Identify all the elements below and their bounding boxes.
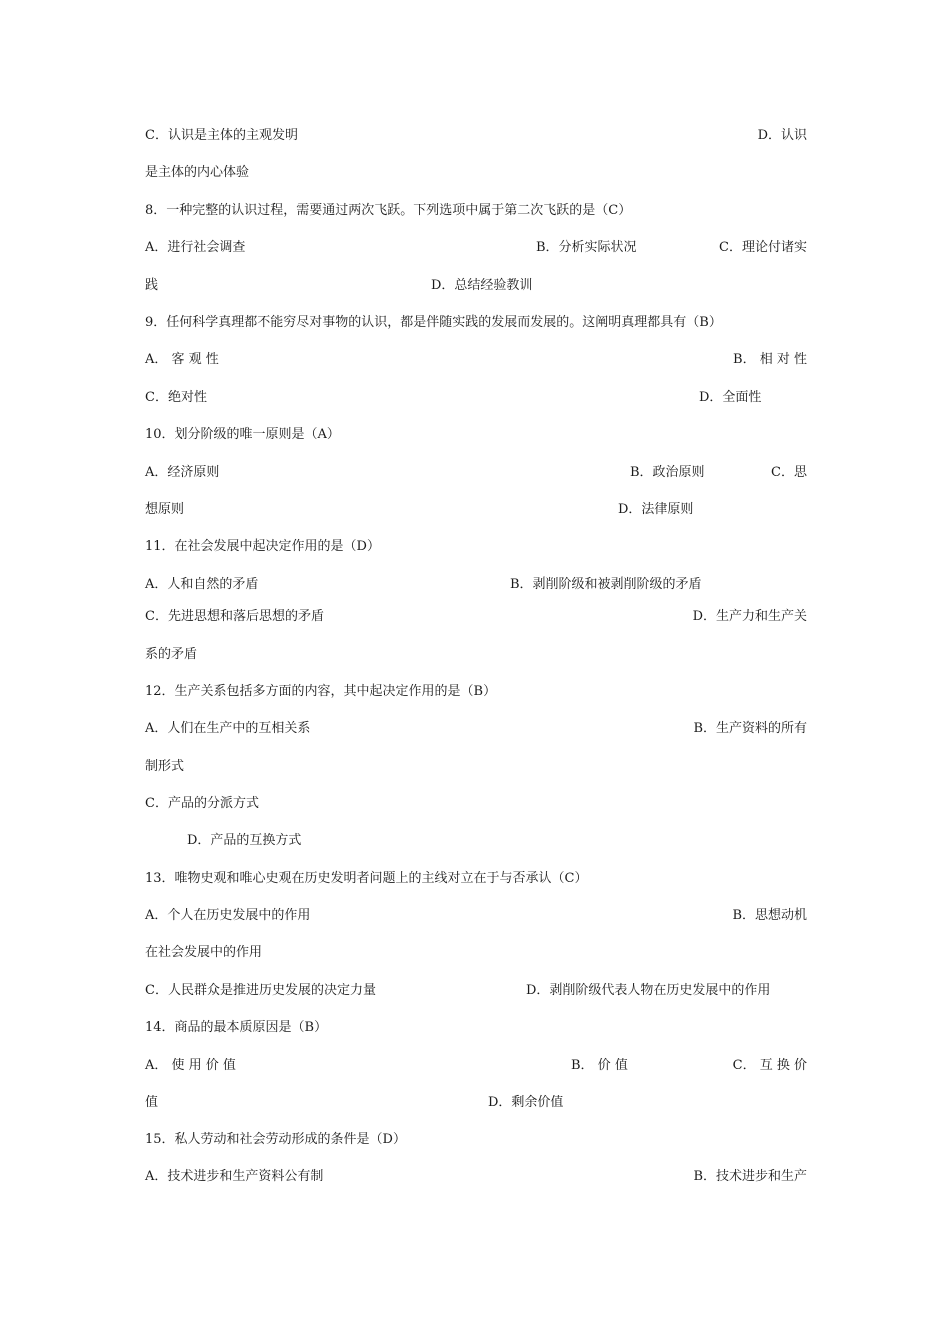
question-13 [145, 869, 807, 889]
text-line [145, 126, 807, 146]
option-d: D．剥削阶级代表人物在历史发展中的作用 [526, 983, 771, 998]
option-continuation: 践 [145, 278, 159, 293]
text-line [145, 1093, 807, 1113]
option-b: B． 相 对 性 [733, 352, 807, 367]
option-a: A．个人在历史发展中的作用 [145, 908, 311, 923]
option-a: A． 使 用 价 值 [145, 1058, 236, 1073]
option-c: C．思 [771, 465, 807, 480]
text-line [145, 794, 807, 814]
text-line [145, 1167, 807, 1187]
question-text: 13．唯物史观和唯心史观在历史发明者问题上的主线对立在于与否承认（C） [145, 871, 588, 886]
option-b: B． 价 值 [571, 1058, 628, 1073]
option-b: B．技术进步和生产 [693, 1169, 807, 1184]
option-c: C． 互 换 价 [732, 1058, 807, 1073]
text-line [145, 350, 807, 370]
question-text: 11．在社会发展中起决定作用的是（D） [145, 539, 380, 554]
question-11 [145, 537, 807, 557]
option-a: A．经济原则 [145, 465, 220, 480]
question-14 [145, 1018, 807, 1038]
option-a: A．技术进步和生产资料公有制 [145, 1169, 324, 1184]
option-c: C．先进思想和落后思想的矛盾 [145, 609, 324, 624]
text-line [145, 645, 807, 665]
option-continuation: 值 [145, 1095, 159, 1110]
option-c: C．认识是主体的主观发明 [145, 128, 298, 143]
text-line [145, 607, 807, 627]
option-c: C．人民群众是推进历史发展的决定力量 [145, 983, 376, 998]
option-d: D．产品的互换方式 [187, 833, 302, 848]
text-line [145, 238, 807, 258]
option-d: D．生产力和生产关 [692, 609, 807, 624]
text-line [145, 500, 807, 520]
question-text: 8．一种完整的认识过程，需要通过两次飞跃。下列选项中属于第二次飞跃的是（C） [145, 203, 632, 218]
option-continuation: 想原则 [145, 502, 185, 517]
text-line [145, 757, 807, 777]
option-continuation: 在社会发展中的作用 [145, 945, 263, 960]
option-a: A．人们在生产中的互相关系 [145, 721, 311, 736]
text-line [145, 463, 807, 483]
option-d: D．认识 [757, 128, 807, 143]
question-9 [145, 313, 807, 333]
text-line [145, 163, 807, 183]
option-continuation: 是主体的内心体验 [145, 165, 250, 180]
question-text: 14．商品的最本质原因是（B） [145, 1020, 328, 1035]
option-a: A． 客 观 性 [145, 352, 219, 367]
option-c: C．绝对性 [145, 390, 207, 405]
option-continuation: 系的矛盾 [145, 647, 198, 662]
text-line [145, 943, 807, 963]
option-d: D．总结经验教训 [431, 278, 533, 293]
option-b: B．生产资料的所有 [693, 721, 807, 736]
option-b: B．分析实际状况 [536, 240, 637, 255]
text-line [145, 719, 807, 739]
option-d: D．全面性 [699, 390, 762, 405]
text-line [145, 831, 807, 851]
text-line [145, 388, 807, 408]
text-line [145, 276, 807, 296]
option-b: B．思想动机 [732, 908, 807, 923]
text-line [145, 1056, 807, 1076]
option-a: A．进行社会调查 [145, 240, 246, 255]
option-c: C．产品的分派方式 [145, 796, 259, 811]
question-12 [145, 682, 807, 702]
text-line [145, 906, 807, 926]
question-text: 12．生产关系包括多方面的内容，其中起决定作用的是（B） [145, 684, 497, 699]
text-line [145, 981, 807, 1001]
option-c: C．理论付诸实 [719, 240, 807, 255]
question-text: 15．私人劳动和社会劳动形成的条件是（D） [145, 1132, 406, 1147]
option-b: B．剥削阶级和被剥削阶级的矛盾 [510, 577, 702, 592]
question-10 [145, 425, 807, 445]
question-8 [145, 201, 807, 221]
option-a: A．人和自然的矛盾 [145, 577, 259, 592]
option-d: D．剩余价值 [488, 1095, 564, 1110]
question-15 [145, 1130, 807, 1150]
question-text: 10．划分阶级的唯一原则是（A） [145, 427, 340, 442]
option-continuation: 制形式 [145, 759, 185, 774]
text-line [145, 575, 807, 595]
option-d: D．法律原则 [618, 502, 694, 517]
question-text: 9．任何科学真理都不能穷尽对事物的认识，都是伴随实践的发展而发展的。这阐明真理都具有（B） [145, 315, 722, 330]
option-b: B．政治原则 [630, 465, 705, 480]
